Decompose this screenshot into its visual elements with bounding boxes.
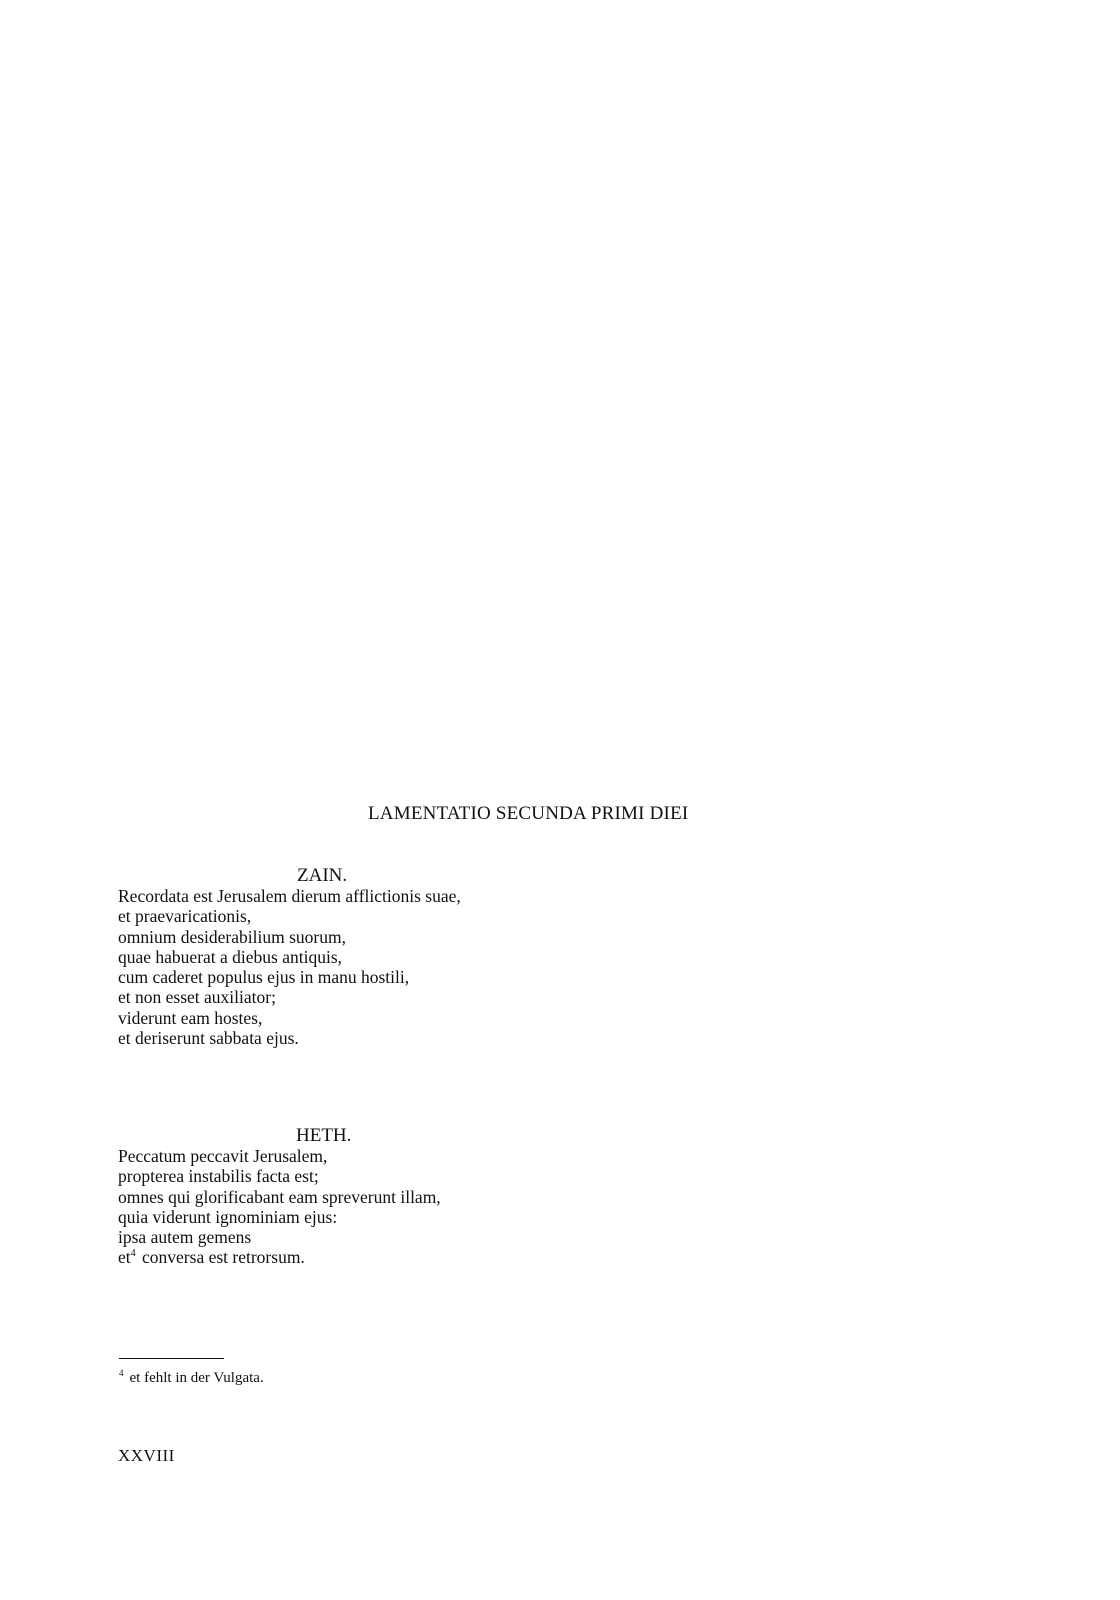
verse-line: omnes qui glorificabant eam spreverunt illam, [118, 1186, 441, 1207]
stanza-heading: HETH. [296, 1125, 352, 1146]
footnote-marker: 4 [119, 1368, 124, 1378]
verse-line: et non esset auxiliator; [118, 987, 276, 1008]
stanza-heading: ZAIN. [297, 865, 348, 886]
verse-line: Recordata est Jerusalem dierum afflictionis suae, [118, 886, 461, 906]
verse-line-with-footnote [118, 1247, 441, 1267]
stanza-heth [118, 1125, 441, 1268]
verse-rest: conversa est retrorsum. [137, 1247, 305, 1268]
verse-line: cum caderet populus ejus in manu hostili, [118, 967, 410, 988]
page-title: LAMENTATIO SECUNDA PRIMI DIEI [368, 803, 689, 824]
verse-line: quae habuerat a diebus antiquis, [118, 946, 343, 967]
page-number: XXVIII [118, 1446, 175, 1465]
stanza-zain [118, 865, 461, 1048]
verse-line: ipsa autem gemens [118, 1227, 252, 1248]
verse-line: et deriserunt sabbata ejus. [118, 1028, 299, 1049]
verse-line: viderunt eam hostes, [118, 1007, 263, 1028]
verse-line: Peccatum peccavit Jerusalem, [118, 1146, 328, 1166]
verse-line: propterea instabilis facta est; [118, 1166, 319, 1187]
footnote-reference: 4 [130, 1248, 136, 1260]
footnote [119, 1368, 264, 1387]
verse-line: et praevaricationis, [118, 906, 252, 927]
verse-line: omnium desiderabilium suorum, [118, 926, 346, 947]
verse-line: quia viderunt ignominiam ejus: [118, 1206, 338, 1227]
footnote-text: et fehlt in der Vulgata. [129, 1370, 264, 1386]
verse-prefix: et [118, 1247, 131, 1268]
footnote-divider [119, 1358, 224, 1359]
